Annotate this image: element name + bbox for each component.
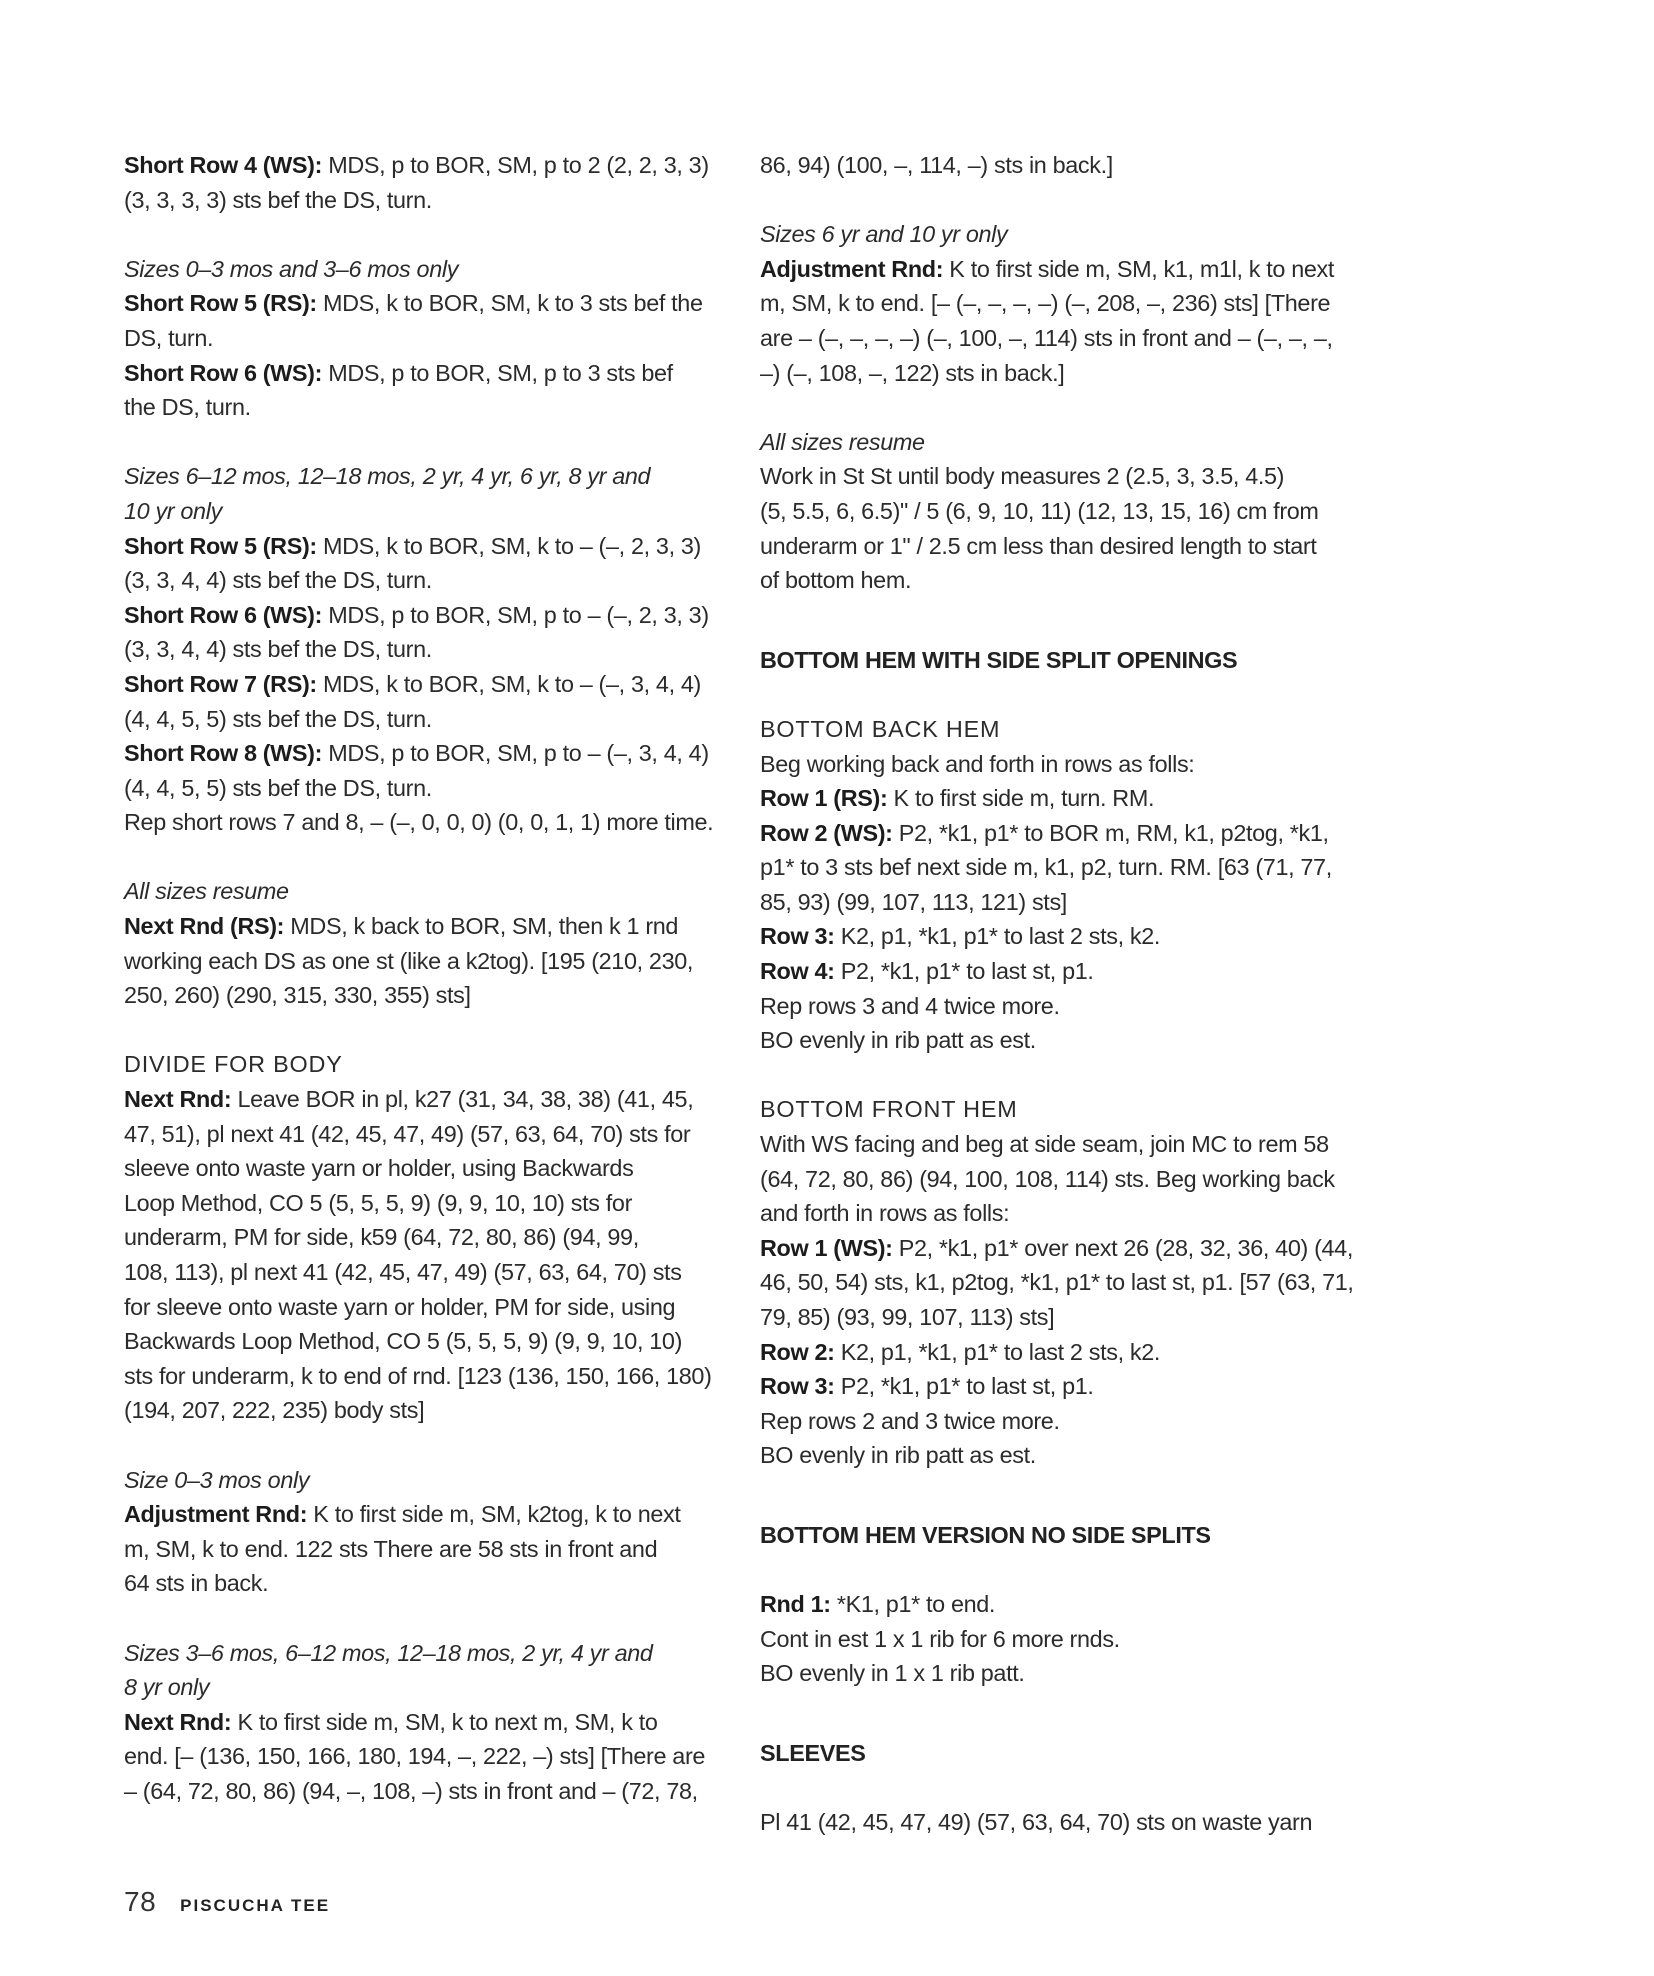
row-label: Short Row 6 (WS): (124, 601, 323, 628)
row-label: Row 3: (760, 923, 835, 950)
instruction-text: K2, p1, *k1, p1* to last 2 sts, k2. (834, 1338, 1161, 1365)
instruction-line: – (64, 72, 80, 86) (94, –, 108, –) sts in front and – (72, 78, (124, 1777, 698, 1804)
spacer (760, 183, 1385, 218)
instruction-line: m, SM, k to end. [– (–, –, –, –) (–, 208, –, 236) sts] [There (760, 290, 1331, 317)
spacer (124, 1428, 749, 1463)
instruction-line: BO evenly in rib patt as est. (760, 1027, 1036, 1054)
instruction-text: K2, p1, *k1, p1* to last 2 sts, k2. (834, 923, 1161, 950)
spacer (760, 1771, 1385, 1806)
instruction-text: *K1, p1* to end. (830, 1591, 996, 1618)
spacer (760, 598, 1385, 643)
instruction-line: 108, 113), pl next 41 (42, 45, 47, 49) (57, 63, 64, 70) sts (124, 1259, 682, 1285)
instruction-line: are – (–, –, –, –) (–, 100, –, 114) sts in front and – (–, –, –, (760, 324, 1333, 351)
spacer (760, 390, 1385, 425)
instruction-line: sts for underarm, k to end of rnd. [123 (136, 150, 166, 180) (124, 1362, 712, 1389)
instruction-line (124, 286, 749, 321)
instruction-line (124, 1705, 749, 1740)
left-column (124, 148, 749, 1809)
page-footer (124, 1886, 330, 1918)
instruction-line: underarm, PM for side, k59 (64, 72, 80, 86) (94, 99, (124, 1224, 639, 1251)
subsection-heading: BOTTOM FRONT HEM (760, 1096, 1018, 1123)
instruction-text: Leave BOR in pl, k27 (31, 34, 38, 38) (41, 45, (231, 1086, 694, 1113)
row-label: Short Row 8 (WS): (124, 740, 323, 767)
instruction-line: Work in St St until body measures 2 (2.5, 3, 3.5, 4.5) (760, 463, 1285, 490)
size-note: Sizes 6 yr and 10 yr only (760, 221, 1008, 248)
instruction-line (760, 816, 1385, 851)
instruction-line: (3, 3, 3, 3) sts bef the DS, turn. (124, 186, 432, 213)
instruction-line: 47, 51), pl next 41 (42, 45, 47, 49) (57, 63, 64, 70) sts for (124, 1120, 691, 1147)
instruction-line (124, 148, 749, 183)
instruction-line: Cont in est 1 x 1 rib for 6 more rnds. (760, 1625, 1120, 1652)
instruction-line: working each DS as one st (like a k2tog). [195 (210, 230, (124, 947, 694, 974)
row-label: Row 2: (760, 1338, 835, 1365)
row-label: Row 3: (760, 1373, 835, 1400)
instruction-line (124, 356, 749, 391)
instruction-text: MDS, k to BOR, SM, k to – (–, 2, 3, 3) (316, 532, 701, 559)
spacer (760, 1058, 1385, 1093)
instruction-line: (3, 3, 4, 4) sts bef the DS, turn. (124, 636, 432, 663)
instruction-line: 250, 260) (290, 315, 330, 355) sts] (124, 982, 471, 1009)
spacer (760, 1473, 1385, 1518)
subsection-heading: BOTTOM BACK HEM (760, 715, 1001, 742)
row-label: Short Row 5 (RS): (124, 290, 317, 317)
instruction-line: Beg working back and forth in rows as folls: (760, 750, 1195, 777)
spacer (760, 1691, 1385, 1736)
row-label: Short Row 6 (WS): (124, 359, 323, 386)
instruction-line: Rep rows 2 and 3 twice more. (760, 1407, 1060, 1434)
spacer (124, 1013, 749, 1048)
row-label: Short Row 7 (RS): (124, 670, 317, 697)
size-note: Sizes 0–3 mos and 3–6 mos only (124, 255, 459, 282)
spacer (124, 1601, 749, 1636)
instruction-text: P2, *k1, p1* over next 26 (28, 32, 36, 40) (44, (892, 1234, 1353, 1261)
instruction-line (760, 252, 1385, 287)
instruction-line (124, 909, 749, 944)
instruction-line (760, 1587, 1385, 1622)
row-label: Rnd 1: (760, 1591, 831, 1618)
spacer (124, 840, 749, 875)
instruction-text: MDS, p to BOR, SM, p to 2 (2, 2, 3, 3) (322, 152, 709, 178)
instruction-line: 85, 93) (99, 107, 113, 121) sts] (760, 888, 1067, 915)
instruction-line: sleeve onto waste yarn or holder, using Backwards (124, 1155, 634, 1182)
instruction-line: (5, 5.5, 6, 6.5)" / 5 (6, 9, 10, 11) (12, 13, 15, 16) cm from (760, 497, 1319, 524)
instruction-line: 64 sts in back. (124, 1570, 269, 1597)
instruction-line: Pl 41 (42, 45, 47, 49) (57, 63, 64, 70) sts on waste yarn (760, 1809, 1313, 1836)
size-note: Size 0–3 mos only (124, 1466, 310, 1493)
instruction-line: Rep short rows 7 and 8, – (–, 0, 0, 0) (0, 0, 1, 1) more time. (124, 809, 714, 836)
instruction-line: Loop Method, CO 5 (5, 5, 5, 9) (9, 9, 10, 10) sts for (124, 1189, 633, 1216)
instruction-line (760, 1369, 1385, 1404)
instruction-line (124, 598, 749, 633)
spacer (760, 1553, 1385, 1588)
section-heading: BOTTOM HEM VERSION NO SIDE SPLITS (760, 1521, 1211, 1548)
instruction-line (760, 1231, 1385, 1266)
instruction-line (124, 1497, 749, 1532)
instruction-line: Rep rows 3 and 4 twice more. (760, 992, 1060, 1019)
instruction-line (124, 1082, 749, 1117)
instruction-line (124, 736, 749, 771)
right-column (760, 148, 1385, 1840)
instruction-text: MDS, p to BOR, SM, p to – (–, 3, 4, 4) (322, 740, 709, 767)
size-note: Sizes 3–6 mos, 6–12 mos, 12–18 mos, 2 yr, 4 yr and (124, 1639, 653, 1666)
instruction-text: K to first side m, SM, k to next m, SM, k to (231, 1708, 658, 1735)
instruction-line (760, 919, 1385, 954)
size-note: 8 yr only (124, 1674, 210, 1701)
instruction-line: the DS, turn. (124, 394, 251, 421)
instruction-line: BO evenly in rib patt as est. (760, 1442, 1036, 1469)
instruction-line: (64, 72, 80, 86) (94, 100, 108, 114) sts. Beg working back (760, 1165, 1335, 1192)
instruction-line (760, 954, 1385, 989)
instruction-text: MDS, k to BOR, SM, k to – (–, 3, 4, 4) (316, 670, 701, 697)
instruction-text: P2, *k1, p1* to last st, p1. (834, 958, 1094, 985)
instruction-text: K to first side m, turn. RM. (887, 785, 1155, 812)
instruction-line: (3, 3, 4, 4) sts bef the DS, turn. (124, 567, 432, 594)
instruction-text: K to first side m, SM, k2tog, k to next (307, 1501, 681, 1528)
instruction-line: and forth in rows as folls: (760, 1200, 1010, 1227)
spacer (124, 217, 749, 252)
instruction-line: m, SM, k to end. 122 sts There are 58 sts in front and (124, 1535, 658, 1562)
instruction-line: of bottom hem. (760, 567, 912, 594)
instruction-text: MDS, k back to BOR, SM, then k 1 rnd (284, 913, 679, 940)
size-note: All sizes resume (760, 428, 925, 455)
instruction-line (124, 529, 749, 564)
row-label: Short Row 5 (RS): (124, 532, 317, 559)
instruction-line: end. [– (136, 150, 166, 180, 194, –, 222, –) sts] [There are (124, 1743, 706, 1770)
instruction-line: 46, 50, 54) sts, k1, p2tog, *k1, p1* to last st, p1. [57 (63, 71, (760, 1269, 1354, 1296)
row-label: Row 1 (WS): (760, 1234, 893, 1261)
instruction-text: MDS, p to BOR, SM, p to 3 sts bef (322, 359, 673, 386)
instruction-line: –) (–, 108, –, 122) sts in back.] (760, 359, 1065, 386)
instruction-line: (194, 207, 222, 235) body sts] (124, 1397, 425, 1424)
row-label: Adjustment Rnd: (760, 255, 944, 282)
instruction-text: P2, *k1, p1* to BOR m, RM, k1, p2tog, *k1, (892, 819, 1329, 846)
instruction-text: P2, *k1, p1* to last st, p1. (834, 1373, 1094, 1400)
instruction-text: MDS, k to BOR, SM, k to 3 sts bef the (316, 290, 703, 317)
instruction-line: 79, 85) (93, 99, 107, 113) sts] (760, 1304, 1055, 1330)
row-label: Row 4: (760, 958, 835, 985)
instruction-line: p1* to 3 sts bef next side m, k1, p2, turn. RM. [63 (71, 77, (760, 854, 1332, 881)
row-label: Next Rnd: (124, 1086, 232, 1113)
row-label: Adjustment Rnd: (124, 1501, 308, 1528)
page-number: 78 (124, 1886, 157, 1917)
instruction-line: underarm or 1" / 2.5 cm less than desired length to start (760, 532, 1317, 559)
spacer (760, 677, 1385, 712)
instruction-line (124, 667, 749, 702)
row-label: Row 2 (WS): (760, 819, 893, 846)
size-note: All sizes resume (124, 878, 289, 905)
size-note: Sizes 6–12 mos, 12–18 mos, 2 yr, 4 yr, 6 yr, 8 yr and (124, 463, 651, 490)
row-label: Row 1 (RS): (760, 785, 888, 812)
running-title: PISCUCHA TEE (180, 1896, 331, 1915)
instruction-line: DS, turn. (124, 324, 214, 351)
row-label: Next Rnd: (124, 1708, 232, 1735)
subsection-heading: DIVIDE FOR BODY (124, 1051, 343, 1078)
instruction-line: BO evenly in 1 x 1 rib patt. (760, 1660, 1025, 1687)
instruction-line: for sleeve onto waste yarn or holder, PM for side, using (124, 1293, 676, 1320)
instruction-line (760, 1335, 1385, 1370)
instruction-text: K to first side m, SM, k1, m1l, k to next (943, 255, 1335, 282)
row-label: Short Row 4 (WS): (124, 152, 323, 178)
size-note: 10 yr only (124, 497, 222, 524)
instruction-line: (4, 4, 5, 5) sts bef the DS, turn. (124, 774, 432, 801)
instruction-line: (4, 4, 5, 5) sts bef the DS, turn. (124, 705, 432, 732)
instruction-line (760, 781, 1385, 816)
instruction-line: With WS facing and beg at side seam, join MC to rem 58 (760, 1131, 1329, 1158)
instruction-line: 86, 94) (100, –, 114, –) sts in back.] (760, 152, 1113, 178)
spacer (124, 425, 749, 460)
instruction-text: MDS, p to BOR, SM, p to – (–, 2, 3, 3) (322, 601, 709, 628)
instruction-line: Backwards Loop Method, CO 5 (5, 5, 5, 9) (9, 9, 10, 10) (124, 1328, 683, 1355)
section-heading: BOTTOM HEM WITH SIDE SPLIT OPENINGS (760, 646, 1238, 673)
section-heading: SLEEVES (760, 1739, 866, 1766)
row-label: Next Rnd (RS): (124, 913, 285, 940)
